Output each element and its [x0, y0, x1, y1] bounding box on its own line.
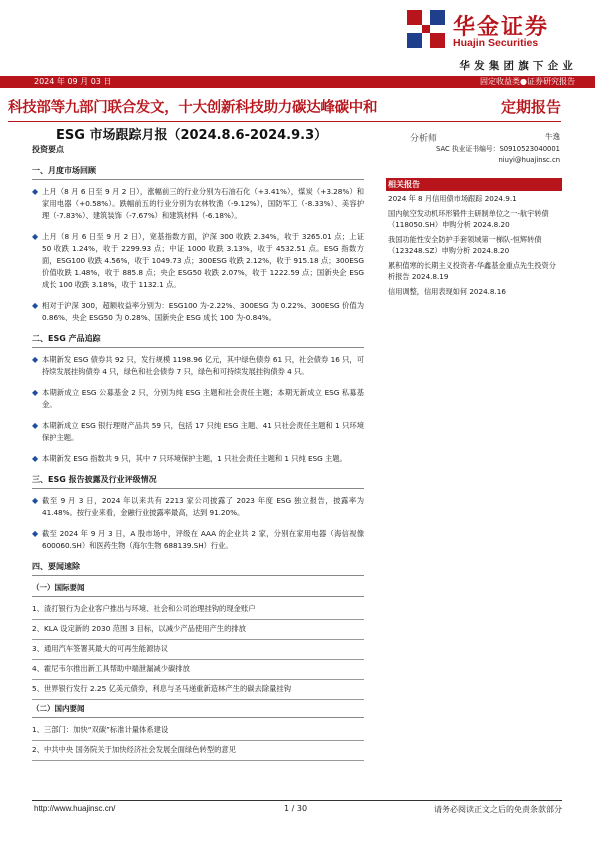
- section-heading: 一、月度市场回顾: [32, 165, 364, 180]
- section-heading: 四、要闻速除: [32, 561, 364, 576]
- bullet-item: [32, 528, 364, 552]
- main-content: [32, 158, 364, 761]
- related-report-link[interactable]: 2024 年 8 月信用债市场跟踪 2024.9.1: [388, 194, 517, 203]
- diamond-bullet-icon: ◆: [32, 187, 39, 196]
- news-item: 1、三部门：加快“双碳”标准计量体系建设: [32, 721, 364, 741]
- report-headline: 科技部等九部门联合发文，十大创新科技助力碳达峰碳中和: [8, 100, 378, 116]
- analyst-email[interactable]: niuyi@huajinsc.cn: [498, 156, 560, 164]
- footer-disclaimer: 请务必阅读正文之后的免责条款部分: [434, 805, 562, 814]
- bullet-text: 相对于沪深 300，超额收益率分别为：ESG100 为-2.22%、300ESG 为 0.22%、300ESG 价值为 0.86%、央企 ESG50 为 0.28%、国新央企 ESG 成长 100 为-0.84%。: [42, 301, 364, 322]
- bullet-text: 本期新成立 ESG 公募基金 2 只，分别为纯 ESG 主题和社会责任主题；本期无新成立 ESG 私募基金。: [42, 388, 364, 409]
- bullet-text: 本期新发 ESG 指数共 9 只，其中 7 只环境保护主题，1 只社会责任主题和 1 只纯 ESG 主题。: [42, 454, 347, 463]
- bullet-text: 本期新发 ESG 债券共 92 只，发行规模 1198.96 亿元，其中绿色债券 61 只，社会债券 16 只，可持续发展挂钩债券 4 只，绿色和社会债券 7 只，绿色和可持续发展挂钩债券 4 只。: [42, 355, 364, 376]
- diamond-bullet-icon: ◆: [32, 529, 39, 538]
- news-item: 1、渣打银行为企业客户推出与环境、社会和公司治理挂钩的现金账户: [32, 600, 364, 620]
- subsection-heading: （二）国内要闻: [32, 703, 364, 718]
- bullet-text: 本期新成立 ESG 银行理财产品共 59 只，包括 17 只纯 ESG 主题、41 只社会责任主题和 1 只环境保护主题。: [42, 421, 364, 442]
- news-item: 4、霍尼韦尔推出新工具帮助中端泄漏减少碳排放: [32, 660, 364, 680]
- bullet-text: 上月（8 月 6 日至 9 月 2 日），涨幅前三的行业分别为石油石化（+3.41%），煤炭（+3.28%）和家用电器（+0.58%）。跌幅前五的行业分别为农林牧渔（-9.12%），国防军工（-8.33%）、美容护理（-7.83%）、建筑装饰（-7.67%）和建筑材料（-6.18%）。: [42, 187, 364, 220]
- related-report-link[interactable]: 我国功能性安全防护手套领域第一梯队-恒辉转债（123248.SZ）申购分析 2024.8.20: [388, 235, 542, 255]
- company-logo: [405, 8, 577, 50]
- bullet-item: [32, 387, 364, 411]
- analyst-name: 牛逸: [545, 132, 560, 141]
- related-reports-heading: 相关报告: [386, 178, 562, 191]
- section-heading: 二、ESG 产品追踪: [32, 333, 364, 348]
- section-heading: 三、ESG 报告披露及行业评级情况: [32, 474, 364, 489]
- diamond-bullet-icon: ◆: [32, 232, 39, 241]
- report-subtitle: ESG 市场跟踪月报（2024.8.6-2024.9.3）: [56, 128, 328, 143]
- bullet-item: [32, 300, 364, 324]
- analyst-role: 分析师: [410, 134, 438, 144]
- news-item: 2、中共中央 国务院关于加快经济社会发展全面绿色转型的意见: [32, 741, 364, 761]
- invest-points-label: 投资要点: [32, 145, 64, 154]
- bullet-text: 上月（8 月 6 日至 9 月 2 日），宽基指数方面，沪深 300 收跌 2.34%，收于 3265.01 点；上证 50 收跌 1.24%，收于 2299.93 点；中证 1000 收跌 3.13%，收于 4532.51 点。ESG 指数方面，ESG100 收跌 4.56%，收于 1049.73 点；300ESG 收跌 2.12%，收于 915.18 点；300ESG 价值收跌 1.48%，收于 885.8 点；央企 ESG50 收跌 2.07%，收于 1222.59 点；国新央企 ESG 成长 100 收跌 3.18%，收于 1132.1 点。: [42, 232, 364, 289]
- news-item: 2、KLA 设定新的 2030 范围 3 目标，以减少产品使用产生的排放: [32, 620, 364, 640]
- bullet-item: [32, 420, 364, 444]
- report-date: 2024 年 09 月 03 日: [34, 77, 112, 86]
- page-number: 1 / 30: [284, 804, 308, 813]
- news-item: 5、世界银行发行 2.25 亿美元债券，利息与圣马递重新造林产生的碳去除量挂钩: [32, 680, 364, 700]
- date-bar: [0, 76, 595, 88]
- subsection-heading: （一）国际要闻: [32, 582, 364, 597]
- bullet-text: 截至 2024 年 9 月 3 日，A 股市场中，评级在 AAA 的企业共 2 家，分别在家用电器（海信视像 600060.SH）和医药生物（海尔生物 688139.SH）行业。: [42, 529, 364, 550]
- diamond-bullet-icon: ◆: [32, 454, 39, 463]
- related-report-link[interactable]: 累积值寒的长期主义投资者-华鑫基金重点先生投资分析报告 2024.8.19: [388, 261, 556, 281]
- huajin-logo-icon: [405, 8, 447, 50]
- diamond-bullet-icon: ◆: [32, 496, 39, 505]
- bullet-item: [32, 231, 364, 291]
- diamond-bullet-icon: ◆: [32, 388, 39, 397]
- title-divider: [8, 121, 561, 122]
- logo-text-en: Huajin Securities: [453, 37, 539, 49]
- bullet-item: [32, 354, 364, 378]
- footer-website-link[interactable]: http://www.huajinsc.cn/: [34, 804, 116, 813]
- bullet-item: [32, 186, 364, 222]
- bullet-item: [32, 495, 364, 519]
- logo-text-cn: 华金证券: [453, 15, 550, 40]
- related-report-link[interactable]: 国内航空发动机环形锻件主研制单位之一-航宇转债（118050.SH）申购分析 2024.8.20: [388, 209, 549, 229]
- report-type: 定期报告: [500, 98, 561, 116]
- sac-number: SAC 执业证书编号：S0910523040001: [436, 145, 560, 153]
- sidebar: [386, 128, 562, 299]
- diamond-bullet-icon: ◆: [32, 355, 39, 364]
- diamond-bullet-icon: ◆: [32, 421, 39, 430]
- report-category: 固定收益类●证券研究报告: [480, 77, 575, 86]
- related-report-link[interactable]: 信用调整，信用表现如何 2024.8.16: [388, 287, 506, 296]
- diamond-bullet-icon: ◆: [32, 301, 39, 310]
- bullet-item: [32, 453, 364, 465]
- analyst-row: [386, 128, 562, 144]
- footer-divider: [32, 800, 562, 801]
- company-slogan: 华发集团旗下企业: [459, 60, 577, 72]
- news-item: 3、通用汽车签署其最大的可再生能源协议: [32, 640, 364, 660]
- bullet-text: 截至 9 月 3 日，2024 年以来共有 2213 家公司披露了 2023 年度 ESG 独立报告，披露率为 41.48%。按行业来看，金融行业披露率最高，达到 91.20%。: [42, 496, 364, 517]
